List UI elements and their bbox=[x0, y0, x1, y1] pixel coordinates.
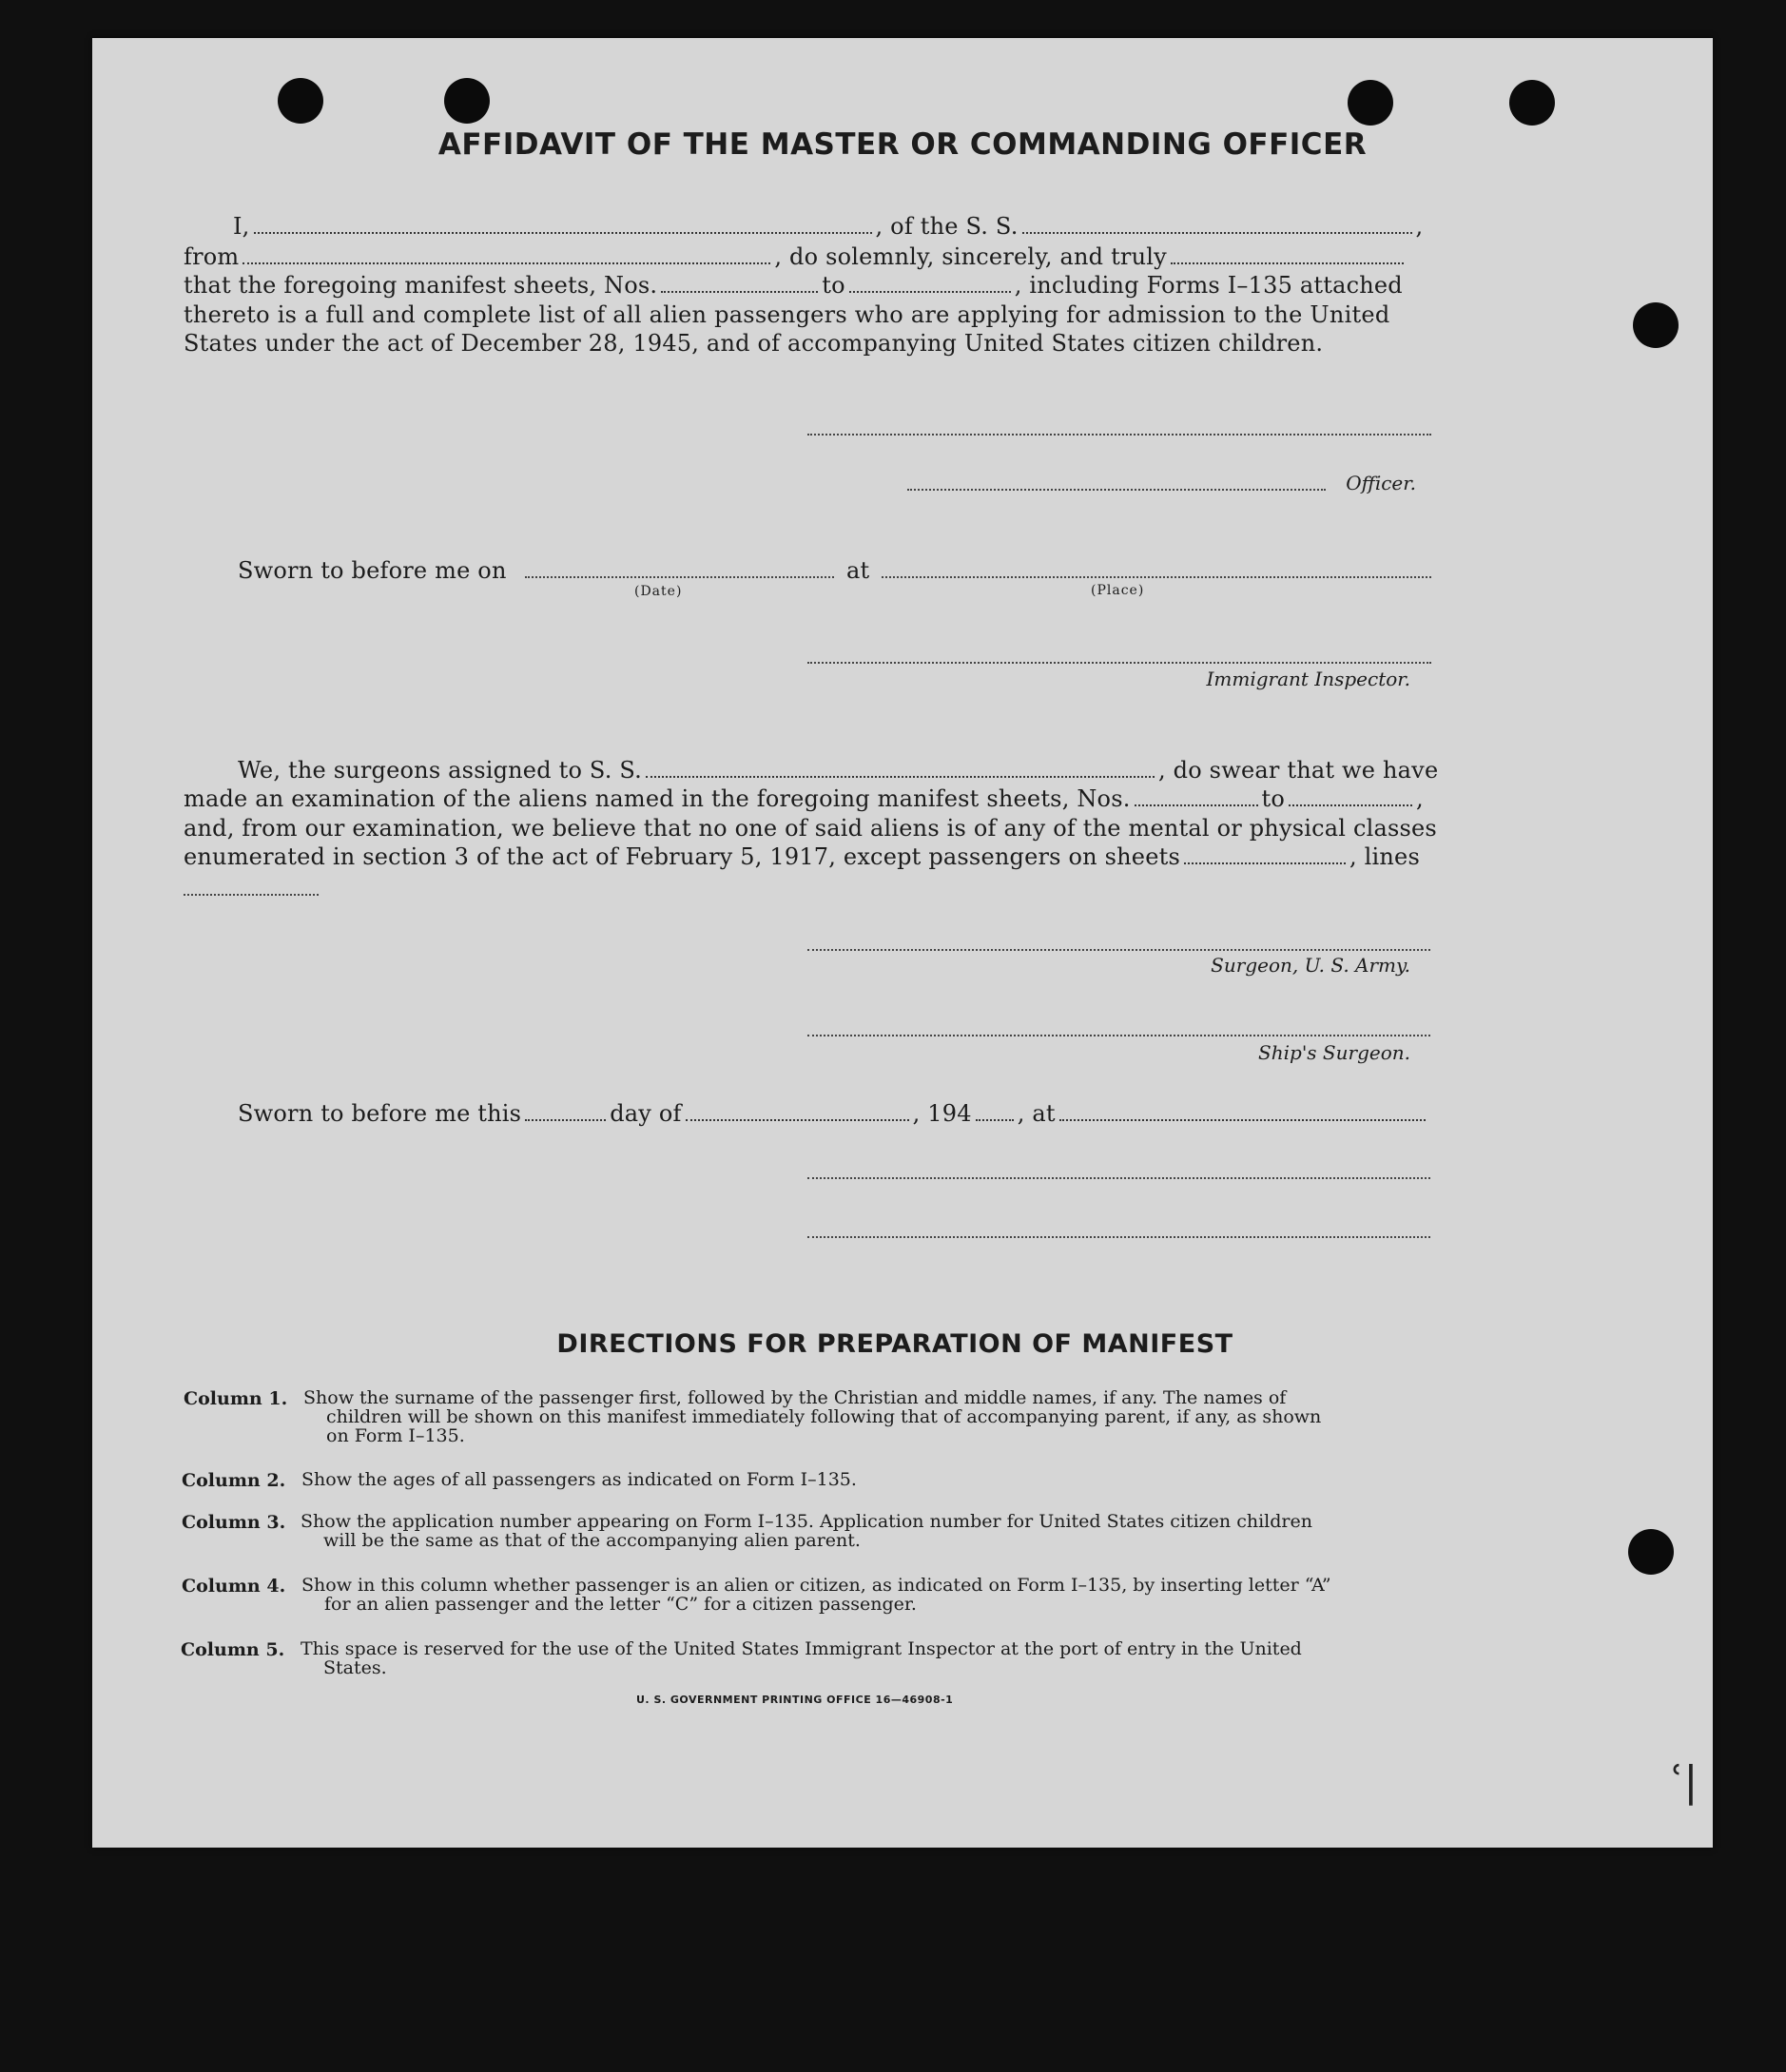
surgeons-text: , do swear that we have bbox=[1157, 757, 1439, 784]
sheet-to-field[interactable] bbox=[849, 274, 1011, 293]
affidavit-text: , including Forms I–135 attached bbox=[1014, 272, 1403, 299]
inspector-signature-line-3[interactable] bbox=[807, 1236, 1430, 1238]
affidavit-text: that the foregoing manifest sheets, Nos. bbox=[184, 272, 658, 299]
affidavit-line-1 bbox=[233, 213, 1423, 240]
direction-line: for an alien passenger and the letter “C” for a citizen passenger. bbox=[324, 1594, 917, 1615]
sworn-place-field-2[interactable] bbox=[1059, 1102, 1426, 1121]
direction-line: Show the application number appearing on Form I–135. Application number for United States citizen children bbox=[301, 1511, 1312, 1532]
surgeons-text: enumerated in section 3 of the act of February 5, 1917, except passengers on sheets bbox=[184, 843, 1180, 870]
affidavit-text: , bbox=[1415, 213, 1424, 240]
sworn-this-line bbox=[238, 1100, 1429, 1127]
officer-signature-line-2[interactable] bbox=[907, 489, 1326, 491]
surgeons-line-2 bbox=[184, 785, 1424, 812]
direction-line: children will be shown on this manifest immediately following that of accompanying parent, if any, as shown bbox=[326, 1406, 1322, 1427]
punch-hole bbox=[1628, 1529, 1674, 1575]
ship-surgeon-label: Ship's Surgeon. bbox=[1258, 1041, 1410, 1064]
form-page bbox=[92, 38, 1713, 1848]
surgeons-text: day of bbox=[610, 1100, 682, 1127]
month-field[interactable] bbox=[686, 1102, 909, 1121]
sworn-date-field[interactable] bbox=[525, 576, 834, 578]
direction-line: States. bbox=[323, 1657, 387, 1678]
sworn-place-field[interactable] bbox=[882, 576, 1431, 578]
direction-text bbox=[303, 1388, 1435, 1445]
punch-hole bbox=[1348, 80, 1393, 126]
direction-label: Column 4. bbox=[182, 1576, 286, 1597]
surgeons-text: Sworn to before me this bbox=[238, 1100, 522, 1127]
affidavit-title: AFFIDAVIT OF THE MASTER OR COMMANDING OFFICER bbox=[437, 127, 1368, 162]
direction-label: Column 1. bbox=[184, 1388, 288, 1409]
surgeons-text: , bbox=[1416, 785, 1424, 812]
officer-label: Officer. bbox=[1346, 472, 1416, 494]
sworn-on-label: Sworn to before me on bbox=[238, 557, 507, 584]
oath-field[interactable] bbox=[1171, 245, 1404, 264]
direction-line: Show in this column whether passenger is an alien or citizen, as indicated on Form I–135, by inserting letter “A” bbox=[301, 1575, 1331, 1596]
direction-line: Show the surname of the passenger first, followed by the Christian and middle names, if any. The names of bbox=[303, 1387, 1287, 1408]
surgeon-ship-field[interactable] bbox=[646, 759, 1155, 778]
inspector-signature-line-2[interactable] bbox=[807, 1177, 1430, 1179]
surgeons-text: We, the surgeons assigned to S. S. bbox=[238, 757, 642, 784]
date-caption: (Date) bbox=[634, 584, 683, 599]
ship-name-field[interactable] bbox=[1022, 215, 1412, 234]
officer-signature-line-1[interactable] bbox=[807, 434, 1431, 436]
surgeons-text: , lines bbox=[1349, 843, 1420, 870]
punch-hole bbox=[444, 78, 490, 124]
army-surgeon-label: Surgeon, U. S. Army. bbox=[1211, 954, 1410, 977]
from-field[interactable] bbox=[243, 245, 770, 264]
surgeons-text: made an examination of the aliens named in the foregoing manifest sheets, Nos. bbox=[184, 785, 1131, 812]
surgeons-line-4 bbox=[184, 843, 1420, 870]
army-surgeon-signature-line[interactable] bbox=[807, 949, 1430, 951]
punch-hole bbox=[1509, 80, 1555, 126]
affidavit-line-4: thereto is a full and complete list of all alien passengers who are applying for admission to the United bbox=[184, 301, 1390, 328]
directions-title: DIRECTIONS FOR PREPARATION OF MANIFEST bbox=[556, 1329, 1233, 1359]
surgeons-line-1 bbox=[238, 757, 1438, 784]
affidavit-text: , do solemnly, sincerely, and truly bbox=[774, 243, 1167, 270]
surgeon-sheet-to-field[interactable] bbox=[1289, 787, 1412, 806]
direction-line: will be the same as that of the accompanying alien parent. bbox=[323, 1530, 861, 1551]
direction-label: Column 2. bbox=[182, 1470, 286, 1491]
direction-label: Column 5. bbox=[181, 1639, 285, 1660]
affidavit-text: , of the S. S. bbox=[875, 213, 1019, 240]
punch-hole bbox=[278, 78, 323, 124]
surgeons-line-3: and, from our examination, we believe that no one of said aliens is of any of the mental or physical classes bbox=[184, 815, 1437, 842]
day-field[interactable] bbox=[525, 1102, 606, 1121]
affidavit-line-2 bbox=[184, 243, 1407, 270]
direction-label: Column 3. bbox=[182, 1512, 286, 1533]
surgeons-text: to bbox=[1261, 785, 1286, 812]
affidavit-text: from bbox=[184, 243, 240, 270]
name-field[interactable] bbox=[254, 215, 872, 234]
direction-text bbox=[301, 1512, 1432, 1550]
direction-line: Show the ages of all passengers as indicated on Form I–135. bbox=[301, 1469, 857, 1490]
printing-office-footer: U. S. GOVERNMENT PRINTING OFFICE 16—46908-1 bbox=[636, 1694, 954, 1706]
inspector-label: Immigrant Inspector. bbox=[1206, 668, 1410, 690]
place-caption: (Place) bbox=[1091, 583, 1145, 598]
direction-line: This space is reserved for the use of the United States Immigrant Inspector at the port of entry in the United bbox=[301, 1638, 1302, 1659]
sheet-from-field[interactable] bbox=[661, 274, 818, 293]
surgeon-sheet-from-field[interactable] bbox=[1135, 787, 1258, 806]
direction-text bbox=[301, 1639, 1432, 1677]
direction-text bbox=[301, 1470, 1433, 1489]
handwritten-margin-mark: ʿ| bbox=[1671, 1757, 1699, 1806]
affidavit-line-3 bbox=[184, 272, 1403, 299]
except-sheets-field[interactable] bbox=[1184, 845, 1346, 864]
affidavit-line-5: States under the act of December 28, 1945, and of accompanying United States citizen children. bbox=[184, 330, 1324, 357]
punch-hole bbox=[1633, 302, 1679, 348]
surgeons-text: , at bbox=[1017, 1100, 1056, 1127]
direction-text bbox=[301, 1576, 1433, 1614]
affidavit-text: to bbox=[822, 272, 845, 299]
inspector-signature-line[interactable] bbox=[807, 662, 1431, 664]
direction-line: on Form I–135. bbox=[326, 1425, 465, 1446]
lines-field[interactable] bbox=[184, 894, 319, 896]
surgeons-text: , 194 bbox=[912, 1100, 972, 1127]
sworn-at-label: at bbox=[846, 557, 870, 584]
affidavit-text: I, bbox=[233, 213, 250, 240]
ship-surgeon-signature-line[interactable] bbox=[807, 1035, 1430, 1036]
year-digit-field[interactable] bbox=[976, 1102, 1014, 1121]
